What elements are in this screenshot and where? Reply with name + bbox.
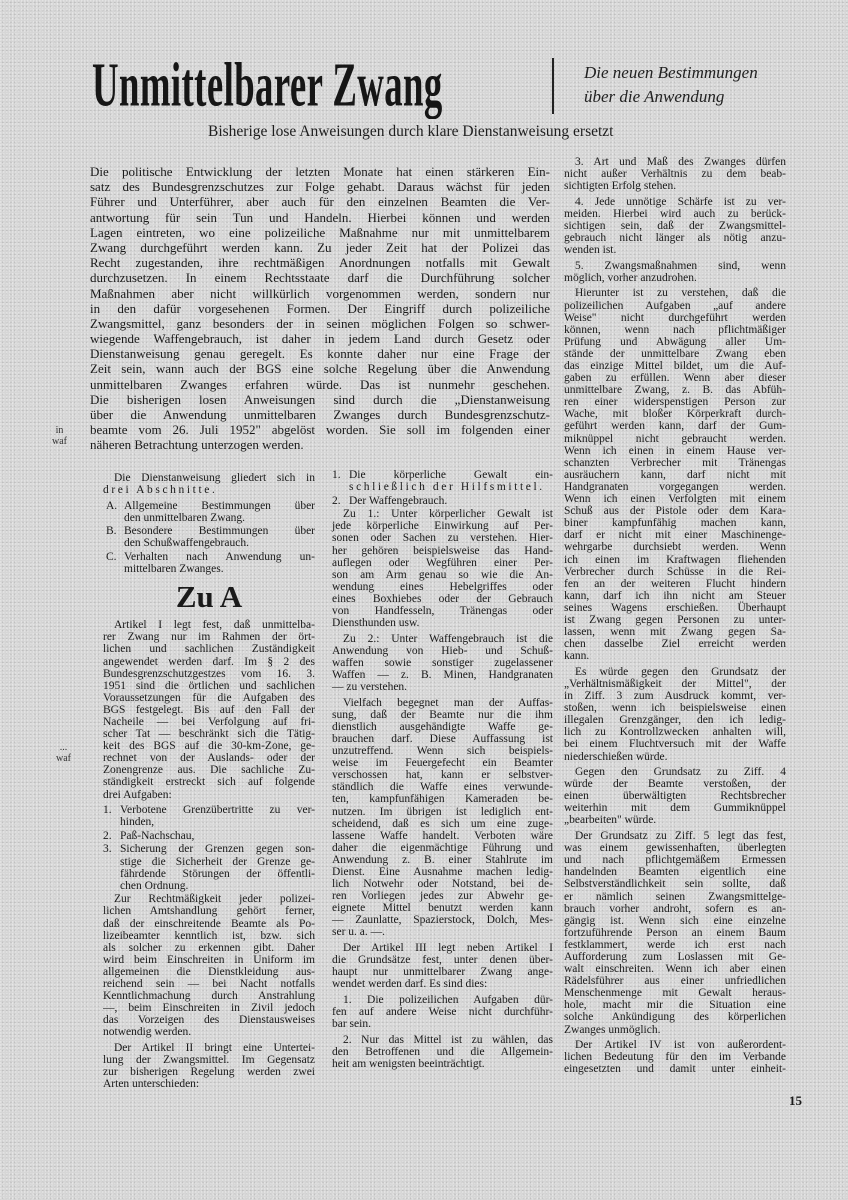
text-line: Menschenmenge mit Gewalt heraus-	[564, 987, 786, 1000]
paragraph	[332, 942, 553, 990]
text-line: Wenn ich einen in einem Hause ver-	[564, 444, 786, 457]
text-line: bar sein.	[332, 1018, 371, 1031]
text-line: Zwangsmittel, ganz besonders der in seinen möglichen Folgen so schwer-	[90, 315, 550, 331]
text-line: Anwendung z. B. einer Stahlrute im	[332, 853, 553, 866]
list-item-label: B.	[106, 525, 117, 538]
text-line: daß der einschreitende Beamte als Po-	[103, 917, 315, 930]
text-line: die Grundsätze fest, unter denen über-	[332, 954, 553, 967]
paragraph	[90, 164, 550, 453]
list-item	[103, 525, 315, 549]
text-line: sonen oder Sachen zu verstehen. Hier-	[332, 532, 553, 545]
text-line: brauch vorher androht, sofern es an-	[564, 902, 786, 915]
margin-note	[52, 425, 67, 447]
text-line: 3. Art und Maß des Zwanges dürfen	[575, 156, 786, 168]
paragraph	[103, 619, 315, 800]
text-line: scheidend, daß es sich um eine zuge-	[332, 817, 553, 830]
text-line: „Verhältnismäßigkeit der Mittel", der	[564, 677, 786, 690]
title-divider	[552, 58, 554, 114]
text-line: einen überwältigten Rechtsbrecher	[564, 790, 786, 803]
text-line: rechnet von der Auslands- oder der	[103, 752, 315, 765]
column-right	[564, 156, 786, 1079]
text-line: polizeilichen Aufgaben „auf andere	[564, 299, 786, 312]
text-line: Rädelsführer aus einer unfriedlichen	[564, 975, 786, 988]
text-line: gaben zu erfüllen. Wenn aber dieser	[564, 372, 786, 385]
text-line: rer Zwang nur im Rahmen der ört-	[103, 631, 315, 644]
paragraph	[564, 1039, 786, 1075]
text-line: Lagen eintreten, wo eine polizeiliche Maßnahme nur mit unmittelbarem	[90, 224, 550, 240]
text-line: stige die Sicherheit der Grenze ge-	[120, 855, 315, 868]
text-line: Wache, mit bloßer Körperkraft durch-	[564, 408, 786, 421]
page-number: 15	[789, 1093, 802, 1108]
text-line: Prüfung und Abwägung aller Um-	[564, 335, 786, 348]
text-line: angewendet werden darf. Im § 2 des	[103, 655, 315, 668]
text-line: sichtigten Erfolg stehen.	[564, 180, 677, 193]
list-item-label: 2.	[103, 829, 112, 842]
text-line: und nach pflichtgemäßem Ermessen	[564, 854, 786, 867]
text-line: Verhalten nach Anwendung un-	[124, 551, 315, 564]
margin-note	[56, 742, 71, 764]
text-line: Hierunter ist zu verstehen, daß die	[575, 287, 786, 300]
text-line: Weise" nicht durchgeführt werden	[564, 311, 786, 324]
text-line: schließlich der Hilfsmittel.	[349, 481, 545, 494]
section-heading: Zu A	[175, 579, 243, 615]
text-line: Die politische Entwicklung der letzten Monate hat einen stärkeren Ein-	[90, 164, 550, 179]
text-line: Voraussetzungen für die Aufgaben des	[103, 691, 315, 704]
text-line: dienstlich ausgehändigte Waffe ge-	[332, 720, 553, 733]
paragraph	[564, 260, 786, 284]
text-line: Aufforderung zum Loslassen mit Ge-	[564, 951, 786, 963]
text-line: wird beim Einschreiten in Uniform im	[103, 953, 315, 966]
list-item	[103, 843, 315, 891]
text-line: Der Waffengebrauch.	[349, 494, 448, 507]
text-line: biner kampfunfähig machen kann,	[564, 517, 786, 530]
text-line: ausräuchern kann, darf nicht mit	[564, 468, 786, 481]
text-line: ständigkeit erstreckt sich auf folgende	[103, 776, 315, 789]
text-line: ren einer widerspenstigen Person zur	[564, 396, 786, 409]
text-line: den unmittelbaren Zwang.	[124, 511, 246, 524]
text-line: geführt werden kann, darf der Gum-	[564, 420, 786, 433]
text-line: Arten unterschieden:	[103, 1078, 200, 1091]
text-line: über die Anwendung unmittelbaren Zwanges durch Bundesgrenzschutz-	[90, 407, 550, 422]
text-line: Vielfach begegnet man der Auffas-	[343, 696, 553, 709]
paragraph	[564, 666, 786, 763]
paragraph	[103, 893, 315, 1038]
text-line: solche Ankündigung des körperlichen	[564, 1011, 786, 1024]
text-line: niederschießen würde.	[564, 750, 668, 763]
text-line: lassene Waffe handelt. Verboten wäre	[332, 829, 553, 842]
text-line: Selbstverständlichkeit sein sollte, daß	[564, 878, 786, 891]
text-line: was einem gewissenhaften, überlegten	[564, 842, 786, 855]
text-line: Zur Rechtmäßigkeit jeder polizei-	[114, 893, 315, 906]
text-line: notwendig werden.	[103, 1026, 192, 1039]
text-line: chen Ordnung.	[120, 879, 189, 892]
text-line: scher Tat — beschränkt sich die Tätig-	[103, 728, 315, 741]
text-line: Der Artikel II bringt eine Untertei-	[114, 1041, 315, 1054]
text-line: Besondere Bestimmungen über	[124, 525, 315, 538]
text-line: weiterhin mit dem Gummiknüppel	[564, 802, 786, 815]
text-line: weise im Feuergefecht ein Beamter	[332, 757, 553, 770]
text-line: festklammert, werde ich erst nach	[564, 938, 786, 951]
list-item	[103, 830, 315, 842]
text-line: —, beim Einschreiten in Zivil jedoch	[103, 1002, 315, 1015]
text-line: Kenntlichmachung durch Anstrahlung	[103, 990, 315, 1003]
text-line: den Schußwaffengebrauch.	[124, 537, 249, 550]
text-line: verschossen hat, kann er selbstver-	[332, 769, 553, 782]
text-line: eines Boxhiebes oder der Gebrauch	[332, 592, 553, 605]
text-line: miknüppel nicht gebraucht werden.	[564, 432, 786, 445]
text-line: son am Arm genau so wie die An-	[332, 568, 553, 581]
text-line: Sicherung der Grenzen gegen son-	[120, 843, 315, 856]
text-line: hole, macht mir die Situation eine	[564, 999, 786, 1012]
text-line: kann.	[564, 650, 590, 663]
subtitle-line-1: Die neuen Bestimmungen	[584, 63, 758, 82]
text-line: möglich, vorher anzudrohen.	[564, 271, 697, 284]
text-line: fortzuführende Person an einem Baum	[564, 926, 786, 939]
text-line: zur bisherigen Regelung werden zwei	[103, 1066, 315, 1079]
text-line: er nämlich seinen Zwangsmittelge-	[564, 890, 786, 903]
text-line: ren Vorliegen jedes zur Abwehr ge-	[332, 890, 553, 903]
text-line: lichen und sachlichen Zuständigkeit	[103, 643, 315, 656]
text-line: näheren Betrachtung unterzogen werden.	[90, 437, 304, 453]
column-middle	[332, 469, 553, 1074]
text-line: fährdende Störungen der öffentli-	[120, 867, 315, 880]
paragraph	[332, 697, 553, 939]
text-line: das einzige Mittel bildet, um die Auf-	[564, 360, 786, 372]
text-line: Verbrecher durch Schüsse in die Rei-	[564, 565, 786, 578]
text-line: meiden. Hierbei wird auch zu berück-	[564, 207, 786, 220]
text-line: sung, daß der Beamte nur die ihm	[332, 708, 553, 721]
margin-note-line: waf	[52, 436, 67, 447]
text-line: lassen, wenn mit Zwang gegen Sa-	[564, 626, 786, 639]
text-line: — Zaunlatte, Spazierstock, Dolch, Mes-	[332, 914, 553, 927]
text-line: Diensthunden usw.	[332, 617, 420, 630]
text-line: Nacheile — bei Verfolgung auf fri-	[103, 716, 315, 728]
text-line: von Handfesseln, Tränengas oder	[332, 605, 553, 618]
text-line: Anwendung von Hieb- und Schuß-	[332, 644, 553, 657]
text-line: — zu verstehen.	[332, 681, 408, 694]
text-line: Dienst. Eine Ausnahme machen ledig-	[332, 866, 553, 878]
text-line: wenden ist.	[564, 244, 617, 257]
text-line: Zwanges unmöglich.	[564, 1023, 661, 1036]
text-line: lichen Amtshandlung gehört ferner,	[103, 905, 315, 918]
paragraph	[332, 633, 553, 693]
list-item-label: C.	[106, 551, 117, 564]
text-line: Zu 1.: Unter körperlicher Gewalt ist	[343, 508, 553, 521]
paragraph	[564, 287, 786, 662]
text-line: lich Notwehr oder Notstand, bei de-	[332, 878, 553, 891]
text-line: als solcher zu erkennen gibt. Daher	[103, 941, 315, 954]
text-line: Der Artikel III legt neben Artikel I	[343, 942, 553, 955]
text-line: ständlich die Waffe eines verwunde-	[332, 781, 553, 794]
intro-paragraph	[90, 164, 550, 456]
text-line: 2. Nur das Mittel ist zu wählen, das	[343, 1033, 553, 1046]
deck-line: Bisherige lose Anweisungen durch klare Dienstanweisung ersetzt	[208, 123, 614, 140]
text-line: Der Grundsatz zu Ziff. 5 legt das fest,	[575, 830, 786, 843]
list-item-label: 1.	[103, 804, 112, 817]
text-line: sichtigen sein, daß der Zwangsmittel-	[564, 219, 786, 232]
text-line: nutzen. Im übrigen ist lediglich ent-	[332, 805, 553, 818]
text-line: 4. Jede unnötige Schärfe ist zu ver-	[575, 195, 786, 208]
text-line: stoßen, wenn ich beispielsweise einen	[564, 702, 786, 715]
text-line: ich einen im Kraftwagen fliehenden	[564, 553, 786, 566]
text-line: 1951 sind die örtlichen und sachlichen	[103, 679, 315, 692]
text-line: Gegen den Grundsatz zu Ziff. 4	[575, 766, 786, 779]
text-line: allgemeinen die Dienstkleidung aus-	[103, 965, 315, 978]
text-line: drei Aufgaben:	[103, 788, 172, 801]
text-line: lich zu Kontrollzwecken anhalten will,	[564, 726, 786, 739]
text-line: in Ziff. 3 zum Ausdruck kommt, ver-	[564, 690, 786, 703]
list-item-label: 2.	[332, 494, 341, 507]
text-line: „bearbeiten" würde.	[564, 814, 657, 827]
list-item-label: 1.	[332, 469, 341, 481]
text-line: illegalen Grenzgänger, den ich ledig-	[564, 714, 786, 727]
text-line: lung der Zwangsmittel. Im Gegensatz	[103, 1054, 315, 1067]
text-line: durchzusetzen. In einem Rechtsstaate darf die Durchführung solcher	[90, 270, 550, 286]
text-line: hinden,	[120, 816, 155, 829]
text-line: gebrauch nicht länger als nötig anzu-	[564, 232, 786, 245]
paragraph	[103, 1042, 315, 1090]
list-item	[103, 500, 315, 524]
text-line: wehrgarbe durchsiebt werden. Wenn	[564, 541, 786, 554]
text-line: darf er nicht mit einer Maschinenge-	[564, 529, 786, 542]
text-line: beamte vom 26. Juli 1952" abgelöst worden. Sie soll im folgenden einer	[90, 422, 550, 438]
text-line: her gehören beispielsweise das Hand-	[332, 544, 553, 557]
paragraph	[332, 1034, 553, 1070]
paragraph	[564, 156, 786, 192]
column-left	[103, 472, 315, 1094]
text-line: Recht zugestanden, ihre rechtmäßigen Anordnungen notfalls mit Gewalt	[90, 255, 550, 271]
text-line: Dienstanweisung genau geregelt. Es konnte daher nur eine Frage der	[90, 346, 550, 362]
text-line: Bundesgrenzschutzgestzes vom 16. 3.	[103, 667, 315, 680]
text-line: daher die eigenmächtige Führung und	[332, 841, 553, 854]
list-item-label: A.	[106, 499, 118, 512]
text-line: fen auf andere Weise nicht durchführ-	[332, 1006, 553, 1019]
paragraph	[564, 196, 786, 256]
text-line: unzutreffend. Wenn sich beispiels-	[332, 745, 553, 758]
text-line: ser u. a. —.	[332, 926, 386, 939]
text-line: Maßnahmen aber nicht willkürlich vorgenommen werden, sondern nur	[90, 285, 550, 301]
text-line: können, wenn nach pflichtmäßiger	[564, 323, 786, 336]
text-line: keit des BGS auf die 30-km-Zone, ge-	[103, 740, 315, 753]
paragraph	[332, 508, 553, 629]
text-line: wiegende Waffengebrauch, ist daher in jedem Land durch Gesetz oder	[90, 331, 550, 347]
text-line: Wenn ich einen Verfolgten mit einem	[564, 493, 786, 506]
text-line: stände der unmittelbare Zwang eben	[564, 347, 786, 360]
text-line: ten, kampfunfähigen Kameraden be-	[332, 793, 553, 806]
text-line: bei einem Fluchtversuch mit der Waffe	[564, 738, 786, 751]
text-line: Waffen — z. B. Minen, Handgranaten	[332, 669, 553, 681]
margin-note-line: ...	[59, 742, 68, 753]
margin-note-line: in	[55, 425, 64, 436]
margin-note-line: waf	[56, 753, 71, 764]
text-line: antwortung für sein Tun und Handeln. Hierbei können und werden	[90, 209, 550, 225]
text-line: Zeit sein, wann auch der BGS eine solche Regelung über die Anwendung	[90, 361, 550, 377]
text-line: lichen Bedeutung für den im Verbande	[564, 1051, 786, 1064]
text-line: nicht außer Verhältnis zu dem beab-	[564, 168, 786, 181]
list-item-label: 3.	[103, 843, 112, 856]
text-line: brauchen darf. Diese Auffassung ist	[332, 732, 553, 745]
text-line: 1. Die polizeilichen Aufgaben dür-	[343, 993, 553, 1006]
paragraph	[332, 994, 553, 1030]
subtitle-line-2: über die Anwendung	[584, 87, 725, 106]
text-line: eingesetzten und damit unter einheit-	[564, 1063, 786, 1076]
text-line: reichend sein — bei Nacht notfalls	[103, 977, 315, 990]
text-line: haupt nur unmittelbarer Zwang ange-	[332, 966, 553, 979]
text-line: heit am wenigsten beeinträchtigt.	[332, 1057, 485, 1070]
list-item	[103, 804, 315, 828]
text-line: auflegen oder Wegführen einer Per-	[332, 556, 553, 569]
paragraph	[564, 830, 786, 1036]
text-line: Die Dienstanweisung gliedert sich in	[114, 472, 315, 484]
text-line: handelnden Beamten eigentlich eine	[564, 866, 786, 879]
list-item	[332, 495, 553, 507]
text-line: eignete Mittel benutzt werden kann	[332, 902, 553, 915]
paragraph	[103, 472, 315, 496]
text-line: wendet werden darf. Es sind dies:	[332, 978, 488, 991]
text-line: lizeibeamter kenntlich ist, bzw. sich	[103, 929, 315, 942]
list-item	[332, 469, 553, 493]
paragraph	[564, 766, 786, 826]
text-line: waffen sowie sonstiger zugelassener	[332, 656, 553, 669]
text-line: Die bisherigen losen Anweisungen sind durch die „Dienstanweisung	[90, 391, 550, 407]
text-line: mittelbaren Zwanges.	[124, 563, 224, 576]
text-line: Es würde gegen den Grundsatz der	[575, 665, 786, 678]
text-line: das Vorzeigen des Dienstausweises	[103, 1014, 315, 1027]
article-title: Unmittelbarer Zwang	[92, 49, 443, 119]
text-line: Handgranaten vorgegangen werden.	[564, 480, 786, 493]
text-line: satz des Bundesgrenzschutzes zur Folge gehabt. Daraus wächst für jeden	[90, 179, 550, 195]
text-line: Verbotene Grenzübertritte zu ver-	[120, 804, 315, 817]
text-line: gängig ist. Wenn sich eine einzelne	[564, 914, 786, 927]
text-line: seines Wagens erschießen. Überhaupt	[564, 601, 786, 614]
text-line: unmittelbaren Zwanges erfahren würde. Das ist nunmehr geschehen.	[90, 376, 550, 392]
text-line: würde der Beamte verstoßen, der	[564, 778, 786, 791]
text-line: den Betroffenen und die Allgemein-	[332, 1045, 553, 1058]
text-line: walt einschreiten. Wenn ich aber einen	[564, 963, 786, 976]
text-line: BGS festgelegt. Bis auf den Fall der	[103, 703, 315, 716]
text-line: chen dasselbe Ziel erreicht werden	[564, 638, 786, 651]
text-line: drei Abschnitte.	[103, 484, 218, 497]
text-line: 5. Zwangsmaßnahmen sind, wenn	[575, 259, 786, 272]
text-line: fen an der weiteren Flucht hindern	[564, 577, 786, 590]
text-line: kann, darf ich ihn nicht am Steuer	[564, 589, 786, 602]
list-item	[103, 551, 315, 575]
text-line: wendung eines Hebelgriffes oder	[332, 580, 553, 593]
text-line: Artikel I legt fest, daß unmittelba-	[114, 619, 315, 632]
text-line: ist Zwang gegen Personen zu unter-	[564, 613, 786, 626]
text-line: Die körperliche Gewalt ein-	[349, 469, 553, 481]
text-line: Der Artikel IV ist von außerordent-	[575, 1039, 786, 1052]
text-line: Führer und Unterführer, aber auch für den einzelnen Beamten die Ver-	[90, 194, 550, 210]
text-line: in den dafür vorgesehenen Formen. Der Eingriff durch polizeiliche	[90, 300, 550, 316]
text-line: Paß-Nachschau,	[120, 829, 195, 842]
text-line: Zwang durchgeführt werden kann. Zu jeder Zeit hat der Polizei das	[90, 239, 550, 255]
text-line: schanzten Verbrecher mit Tränengas	[564, 456, 786, 469]
text-line: Allgemeine Bestimmungen über	[124, 499, 315, 512]
text-line: Zu 2.: Unter Waffengebrauch ist die	[343, 632, 553, 645]
text-line: jede körperliche Einwirkung auf Per-	[332, 520, 553, 533]
text-line: Schuß aus der Pistole oder dem Kara-	[564, 505, 786, 518]
text-line: Zonengrenze aus. Die sachliche Zu-	[103, 764, 315, 777]
text-line: unmittelbare Zwang, z. B. das Abfüh-	[564, 384, 786, 397]
